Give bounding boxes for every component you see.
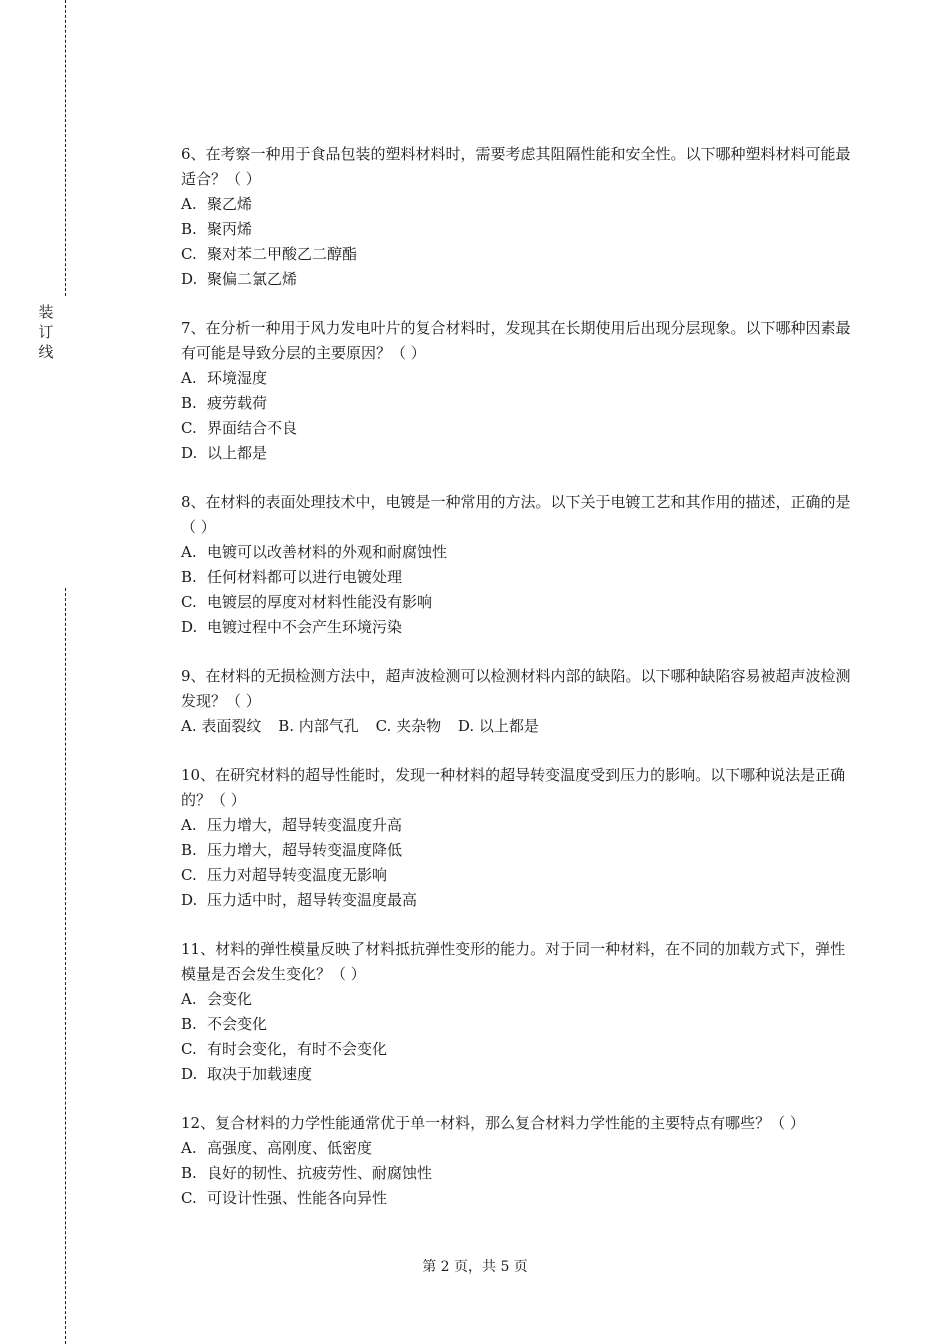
option-text: 界面结合不良 [207,419,298,437]
option-d[interactable] [181,888,851,913]
question-list [181,142,851,1235]
binding-char-3: 线 [38,343,54,361]
question-stem: 12、复合材料的力学性能通常优于单一材料，那么复合材料力学性能的主要特点有哪些？（ ） [181,1114,805,1132]
option-text: 疲劳载荷 [207,394,268,412]
option-c[interactable] [376,717,442,735]
question-stem: 6、在考察一种用于食品包装的塑料材料时，需要考虑其阻隔性能和安全性。以下哪种塑料材料可能最适合？（ ） [181,145,851,188]
option-d[interactable] [181,267,851,292]
option-c[interactable] [181,416,851,441]
option-b[interactable] [181,1161,851,1186]
option-b[interactable] [181,217,851,242]
option-letter: D. [181,1065,198,1083]
option-text: 以上都是 [207,444,268,462]
question-8 [181,490,851,640]
inline-options [181,714,851,739]
option-letter: A. [181,717,197,735]
option-letter: A. [181,1139,197,1157]
option-letter: B. [181,1015,197,1033]
option-letter: C. [181,419,197,437]
option-text: 内部气孔 [298,717,359,735]
option-letter: B. [181,1164,197,1182]
option-letter: C. [181,1040,197,1058]
option-text: 不会变化 [207,1015,268,1033]
option-text: 任何材料都可以进行电镀处理 [207,568,403,586]
option-text: 电镀过程中不会产生环境污染 [207,618,403,636]
option-letter: C. [375,717,392,735]
option-text: 有时会变化，有时不会变化 [207,1040,388,1058]
option-letter: B. [181,568,197,586]
option-text: 聚偏二氯乙烯 [207,270,298,288]
question-7 [181,316,851,466]
question-stem: 9、在材料的无损检测方法中，超声波检测可以检测材料内部的缺陷。以下哪种缺陷容易被超声波检测发现？（ ） [181,667,851,710]
option-letter: C. [181,245,197,263]
option-a[interactable] [181,366,851,391]
option-text: 高强度、高刚度、低密度 [207,1139,373,1157]
option-d[interactable] [181,615,851,640]
option-text: 取决于加载速度 [207,1065,313,1083]
option-text: 以上都是 [478,717,539,735]
option-letter: A. [181,195,197,213]
option-letter: A. [181,543,197,561]
option-a[interactable] [181,717,261,735]
option-b[interactable] [181,565,851,590]
option-letter: B. [181,220,197,238]
option-c[interactable] [181,590,851,615]
option-text: 压力适中时，超导转变温度最高 [207,891,418,909]
option-b[interactable] [181,838,851,863]
option-d[interactable] [181,1062,851,1087]
option-text: 压力增大，超导转变温度升高 [207,816,403,834]
binding-line-bottom [65,588,66,1344]
option-text: 环境湿度 [207,369,268,387]
question-9 [181,664,851,739]
option-text: 聚丙烯 [207,220,253,238]
option-letter: B. [181,394,197,412]
question-stem: 11、材料的弹性模量反映了材料抵抗弹性变形的能力。对于同一种材料，在不同的加载方式下，弹性模量是否会发生变化？（ ） [181,940,846,983]
option-letter: B. [278,717,294,735]
binding-char-1: 装 [38,303,54,321]
question-11 [181,937,851,1087]
option-text: 压力增大，超导转变温度降低 [207,841,403,859]
option-a[interactable] [181,540,851,565]
option-letter: A. [181,369,197,387]
option-letter: D. [457,717,475,735]
question-6 [181,142,851,292]
option-letter: D. [181,270,198,288]
option-c[interactable] [181,863,851,888]
option-c[interactable] [181,1037,851,1062]
question-10 [181,763,851,913]
option-letter: C. [181,593,197,611]
option-letter: C. [181,1189,197,1207]
option-b[interactable] [181,1012,851,1037]
option-text: 可设计性强、性能各向异性 [207,1189,388,1207]
option-a[interactable] [181,1136,851,1161]
binding-char-2: 订 [38,323,54,341]
option-letter: B. [181,841,197,859]
binding-label [34,302,58,362]
option-text: 会变化 [207,990,253,1008]
option-a[interactable] [181,987,851,1012]
option-d[interactable] [458,717,539,735]
option-text: 夹杂物 [396,717,442,735]
option-text: 聚对苯二甲酸乙二醇酯 [207,245,358,263]
question-stem: 8、在材料的表面处理技术中，电镀是一种常用的方法。以下关于电镀工艺和其作用的描述，正确的是（ ） [181,493,851,536]
question-12 [181,1111,851,1211]
option-text: 压力对超导转变温度无影响 [207,866,388,884]
option-text: 电镀可以改善材料的外观和耐腐蚀性 [207,543,448,561]
binding-line-top [65,0,66,296]
option-c[interactable] [181,1186,851,1211]
option-letter: D. [181,444,198,462]
option-letter: A. [181,816,197,834]
option-letter: D. [181,618,198,636]
option-letter: D. [181,891,198,909]
option-c[interactable] [181,242,851,267]
option-text: 电镀层的厚度对材料性能没有影响 [207,593,433,611]
question-stem: 10、在研究材料的超导性能时，发现一种材料的超导转变温度受到压力的影响。以下哪种说法是正确的？（ ） [181,766,846,809]
option-a[interactable] [181,813,851,838]
option-letter: C. [181,866,197,884]
option-b[interactable] [181,391,851,416]
option-text: 聚乙烯 [207,195,253,213]
question-stem: 7、在分析一种用于风力发电叶片的复合材料时，发现其在长期使用后出现分层现象。以下哪种因素最有可能是导致分层的主要原因？（ ） [181,319,851,362]
option-d[interactable] [181,441,851,466]
option-b[interactable] [278,717,359,735]
option-a[interactable] [181,192,851,217]
page-number: 第 2 页，共 5 页 [422,1259,528,1275]
option-text: 表面裂纹 [201,717,262,735]
option-letter: A. [181,990,197,1008]
option-text: 良好的韧性、抗疲劳性、耐腐蚀性 [207,1164,433,1182]
